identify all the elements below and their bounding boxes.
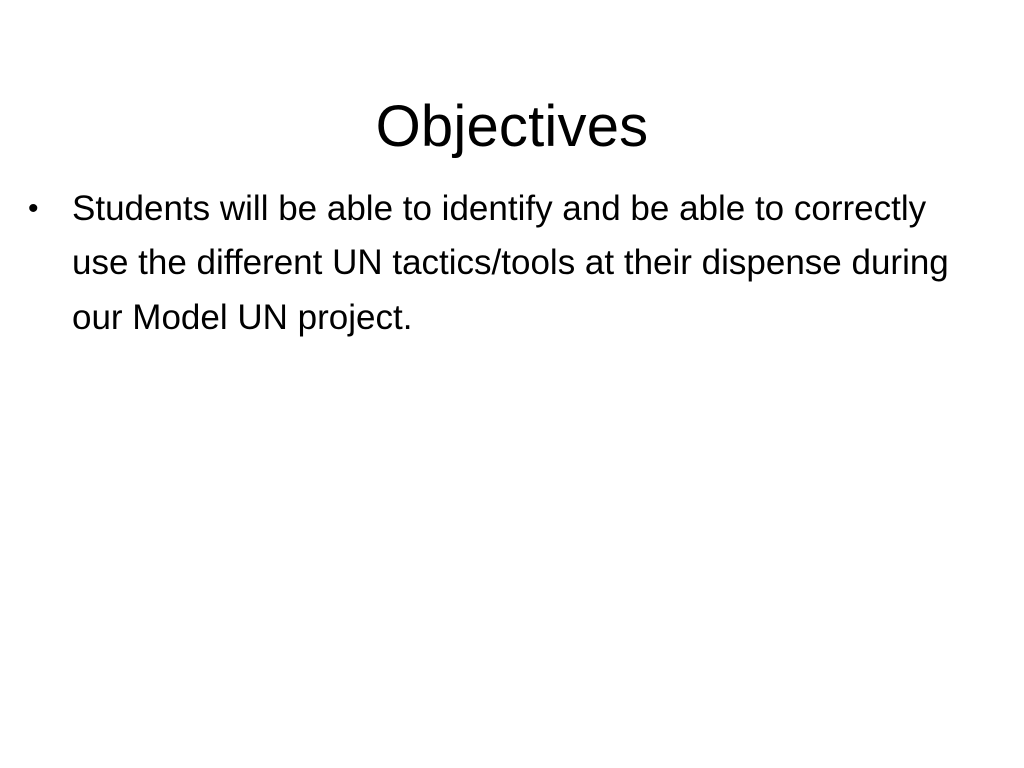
list-item [28,182,988,345]
bullet-list [28,182,988,345]
bullet-icon: • [28,192,39,225]
bullet-text: Students will be able to identify and be able to correctly use the different UN tactics/tools at their dispense during our Model UN project. [72,189,949,337]
page-title: Objectives [375,93,649,159]
